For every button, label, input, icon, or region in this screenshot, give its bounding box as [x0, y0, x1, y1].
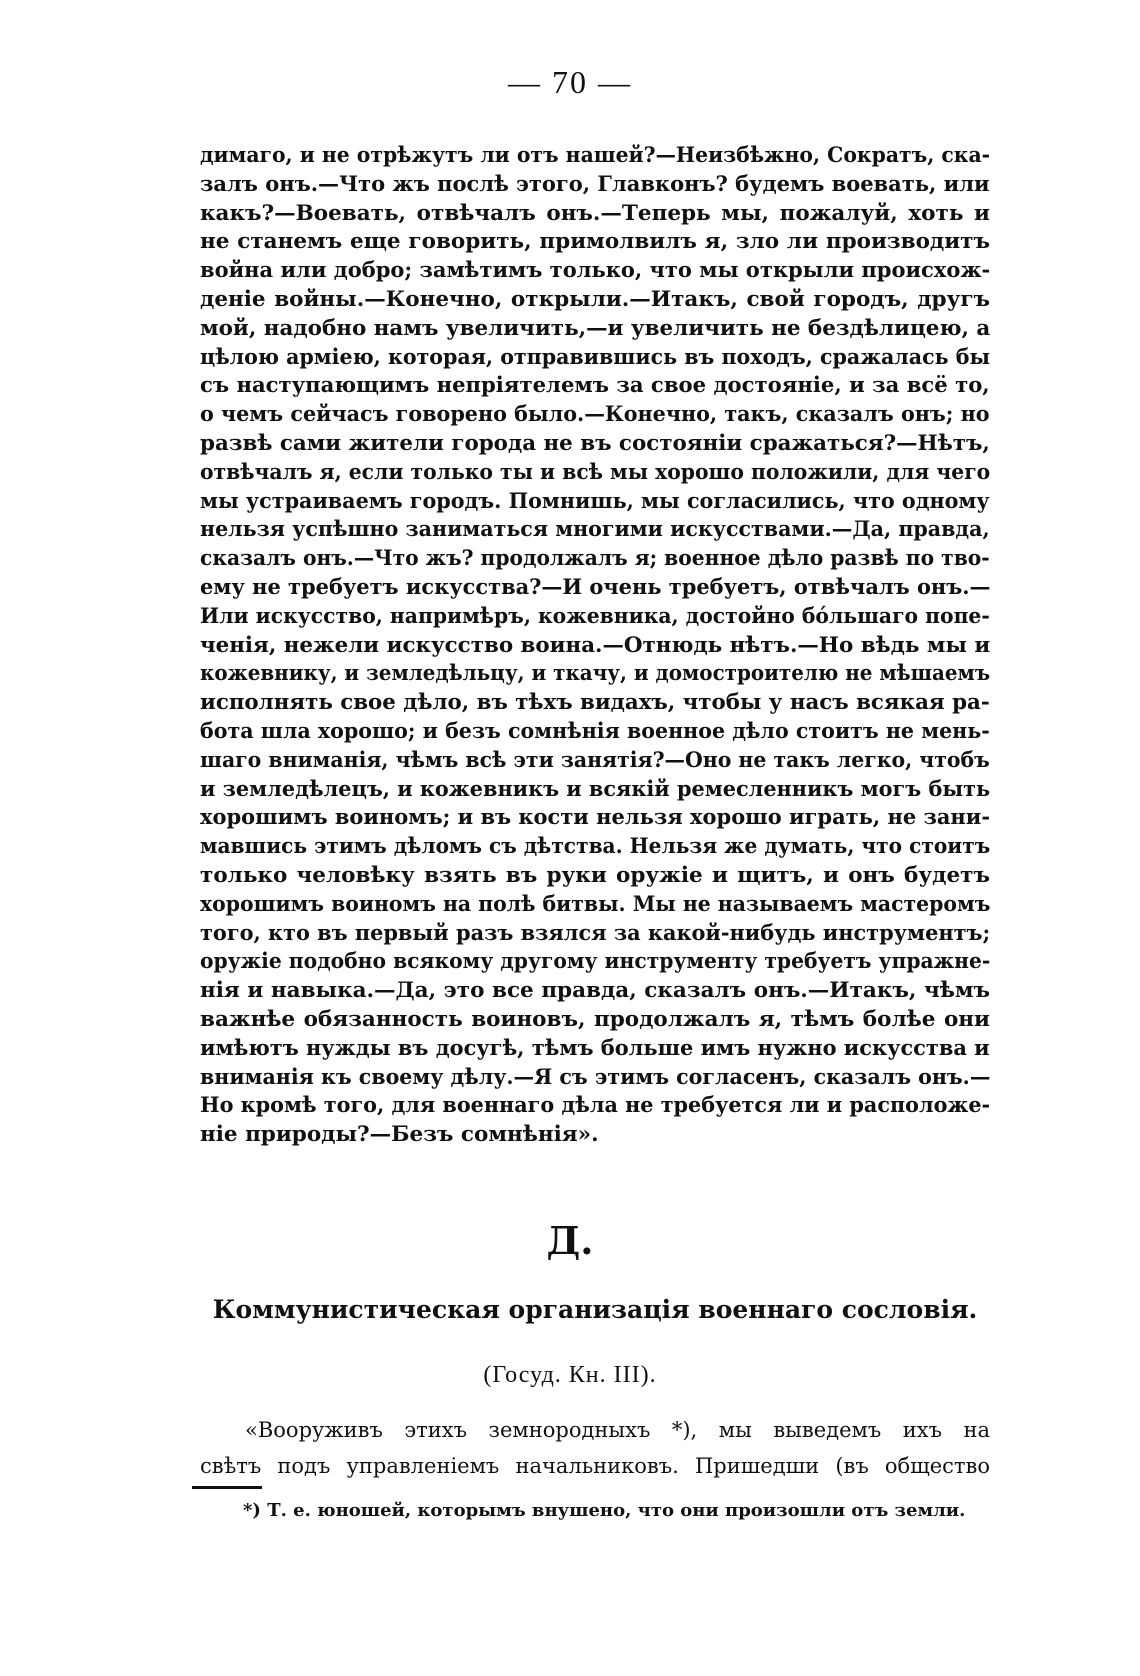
section-source: (Госуд. Кн. III).: [483, 1362, 657, 1388]
text-line: димаго, и не отрѣжутъ ли отъ нашей?—Неизбѣжно, Сократъ, ска-: [200, 143, 991, 168]
text-line: нельзя успѣшно заниматься многими искусствами.—Да, правда,: [200, 517, 990, 543]
text-line: только человѣку взять въ руки оружіе и щитъ, и онъ будетъ: [200, 862, 990, 888]
text-line: съ наступающимъ непріятелемъ за свое достояніе, и за всё то,: [200, 373, 990, 399]
text-line: ніе природы?—Безъ сомнѣнія».: [200, 1122, 599, 1148]
text-line: важнѣе обязанность воиновъ, продолжалъ я, тѣмъ болѣе они: [200, 1006, 990, 1032]
text-line: «Вооруживъ этихъ земнородныхъ *), мы выведемъ ихъ на: [245, 1418, 990, 1442]
text-line: деніе войны.—Конечно, открыли.—Итакъ, свой городъ, другъ: [200, 286, 990, 312]
text-line: Или искусство, напримѣръ, кожевника, достойно бóльшаго попе-: [200, 603, 990, 629]
page-number: — 70 —: [508, 64, 632, 100]
text-line: хорошимъ воиномъ на полѣ битвы. Мы не называемъ мастеромъ: [200, 891, 991, 917]
text-line: не станемъ еще говорить, примолвилъ я, зло ли производитъ: [200, 229, 990, 255]
text-line: и земледѣлецъ, и кожевникъ и всякій ремесленникъ могъ быть: [200, 776, 991, 802]
text-line: кожевнику, и земледѣльцу, и ткачу, и домостроителю не мѣшаемъ: [200, 661, 991, 687]
quote-text: [200, 1412, 990, 1484]
text-line: нія и навыка.—Да, это все правда, сказалъ онъ.—Итакъ, чѣмъ: [200, 978, 990, 1004]
text-line: шаго вниманія, чѣмъ всѣ эти занятія?—Оно не такъ легко, чтобъ: [200, 747, 990, 773]
text-line: о чемъ сейчасъ говорено было.—Конечно, такъ, сказалъ онъ; но: [200, 402, 990, 428]
text-line: мы устраиваемъ городъ. Помнишь, мы согласились, что одному: [200, 488, 990, 514]
text-line: цѣлою арміею, которая, отправившись въ походъ, сражалась бы: [200, 344, 991, 370]
footnote-rule: [192, 1486, 262, 1489]
text-line: того, кто въ первый разъ взялся за какой-нибудь инструментъ;: [200, 920, 991, 946]
text-line: залъ онъ.—Что жъ послѣ этого, Главконъ? будемъ воевать, или: [200, 171, 990, 197]
main-text: [200, 142, 990, 1150]
text-line: оружіе подобно всякому другому инструменту требуетъ упражне-: [200, 949, 991, 975]
text-line: вниманія къ своему дѣлу.—Я съ этимъ согласенъ, сказалъ онъ.—: [200, 1064, 991, 1090]
text-line: война или добро; замѣтимъ только, что мы открыли происхож-: [200, 258, 991, 284]
text-line: ему не требуетъ искусства?—И очень требуетъ, отвѣчалъ онъ.—: [200, 574, 991, 600]
text-line: отвѣчалъ я, если только ты и всѣ мы хорошо положили, для чего: [200, 459, 991, 485]
text-line: сказалъ онъ.—Что жъ? продолжалъ я; военное дѣло развѣ по тво-: [200, 546, 990, 572]
text-line: свѣтъ подъ управленіемъ начальниковъ. Пришедши (въ общество: [200, 1454, 990, 1478]
footnote: *) Т. е. юношей, которымъ внушено, что они произошли отъ земли.: [243, 1500, 966, 1521]
text-line: Но кромѣ того, для военнаго дѣла не требуется ли и расположе-: [200, 1093, 991, 1119]
text-line: имѣютъ нужды въ досугѣ, тѣмъ больше имъ нужно искусства и: [200, 1035, 990, 1061]
text-line: хорошимъ воиномъ; и въ кости нельзя хорошо играть, не зани-: [200, 805, 991, 831]
text-line: исполнять свое дѣло, въ тѣхъ видахъ, чтобы у насъ всякая ра-: [200, 690, 990, 716]
text-line: ченія, нежели искусство воина.—Отнюдь нѣтъ.—Но вѣдь мы и: [200, 632, 991, 658]
section-letter: Д.: [546, 1218, 594, 1263]
text-line: мавшись этимъ дѣломъ съ дѣтства. Нельзя же думать, что стоитъ: [200, 834, 991, 860]
section-title: Коммунистическая организація военнаго сословія.: [212, 1295, 978, 1324]
text-line: бота шла хорошо; и безъ сомнѣнія военное дѣло стоитъ не мень-: [200, 718, 990, 744]
text-line: развѣ сами жители города не въ состояніи сражаться?—Нѣтъ,: [200, 430, 990, 456]
text-line: какъ?—Воевать, отвѣчалъ онъ.—Теперь мы, пожалуй, хоть и: [200, 200, 990, 226]
text-line: мой, надобно намъ увеличить,—и увеличить не бездѣлицею, а: [200, 315, 991, 341]
